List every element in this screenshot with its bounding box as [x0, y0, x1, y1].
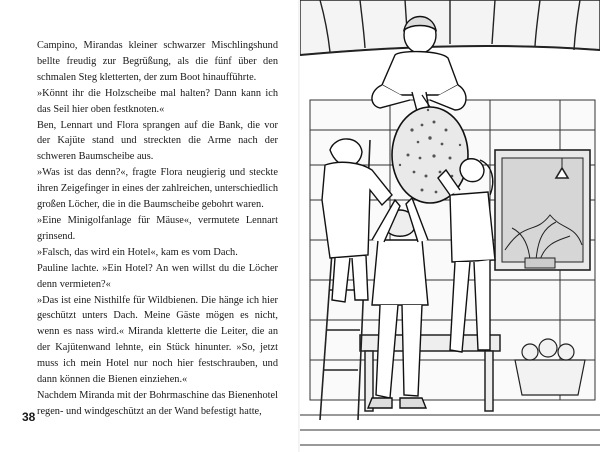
paragraph: Nachdem Miranda mit der Bohrmaschine das Bienenhotel regen- und windgeschützt an der Wand befestigt hatte,	[37, 389, 278, 417]
body-text	[37, 38, 278, 420]
paragraph: Ben, Lennart und Flora sprangen auf die Bank, die vor der Kajüte stand und streckten die Arme nach der schweren Baumscheibe aus.	[37, 119, 278, 163]
page-number: 38	[22, 410, 36, 424]
right-page	[300, 0, 600, 452]
paragraph: »Das ist eine Nisthilfe für Wildbienen. Die hänge ich hier geschützt unters Dach. Meine Gäste mögen es nicht, wenn es nass wird.« Miranda kletterte die Leiter, die an der Kajütenwand lehnte, ein Stück hinunter. »So, jetzt muss ich mein Hotel nur noch hier festschrauben, und dann können die Bienen einziehen.«	[37, 294, 278, 386]
paragraph: »Könnt ihr die Holzscheibe mal halten? Dann kann ich das Seil hier oben festknoten.«	[37, 87, 278, 115]
deck-floor	[300, 415, 600, 445]
paragraph: »Was ist das denn?«, fragte Flora neugierig und steckte ihren Zeigefinger in eines der zahlreichen, unterschiedlich großen Löcher, die in die Baumscheibe gebohrt waren.	[37, 167, 278, 211]
illustration	[300, 0, 600, 452]
paragraph: Campino, Mirandas kleiner schwarzer Mischlingshund bellte freudig zur Begrüßung, als die fünf über den schmalen Steg kletterten, der zum Boot hinaufführte.	[37, 40, 278, 83]
roof-canopy	[300, 0, 600, 55]
paragraph: Pauline lachte. »Ein Hotel? An wen willst du die Löcher denn vermieten?«	[37, 262, 278, 290]
cabin-window	[495, 150, 590, 270]
paragraph: »Eine Minigolfanlage für Mäuse«, vermutete Lennart grinsend.	[37, 214, 278, 242]
paragraph: »Falsch, das wird ein Hotel«, kam es vom Dach.	[37, 246, 238, 258]
